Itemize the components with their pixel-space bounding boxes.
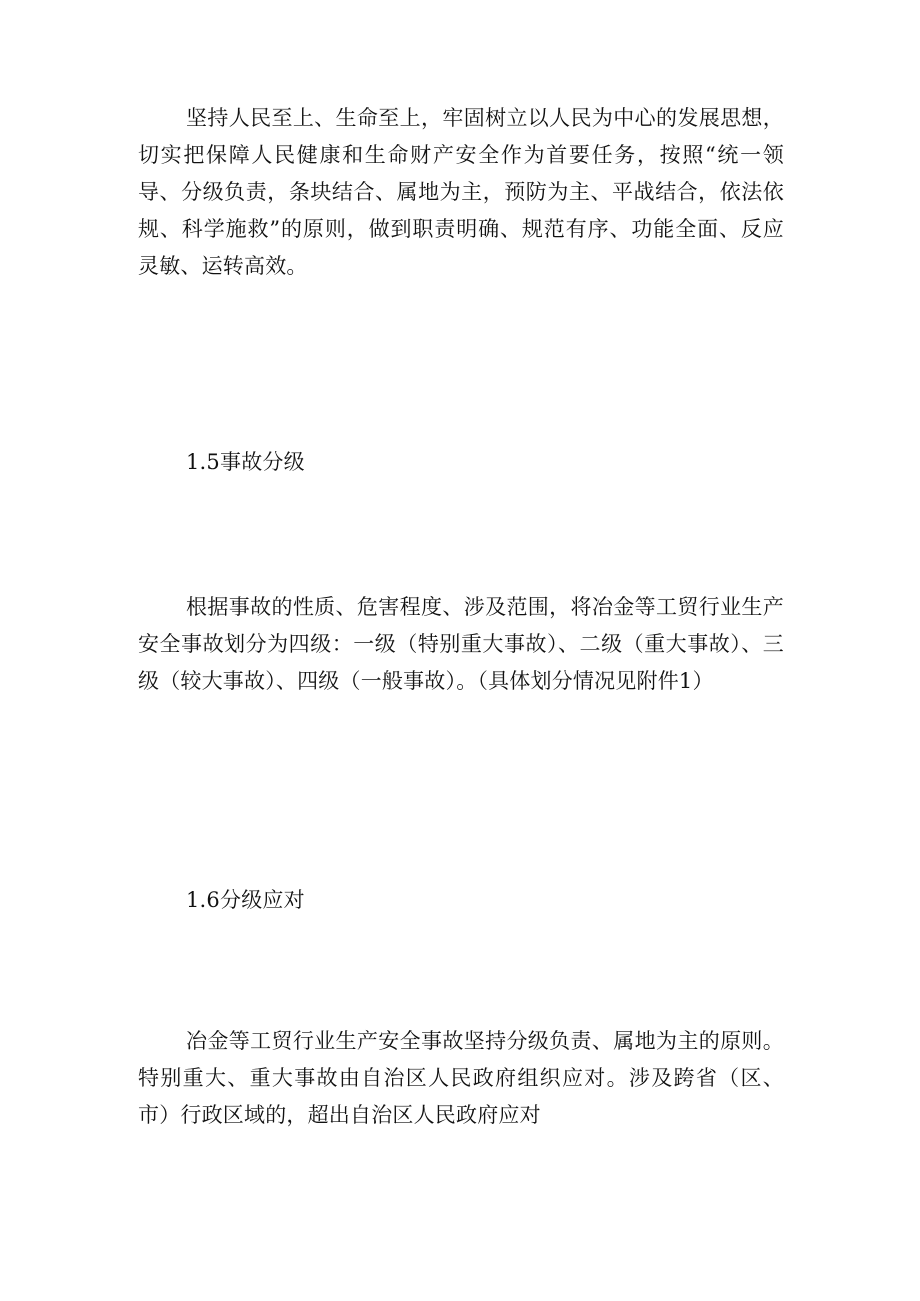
- paragraph-accident-classification: 根据事故的性质、危害程度、涉及范围，将冶金等工贸行业生产安全事故划分为四级：一级（特别重大事故）、二级（重大事故）、三级（较大事故）、四级（一般事故）。（具体划分情况见附件1）: [138, 595, 784, 693]
- section-heading-graded-response: 1.6分级应对: [186, 888, 305, 912]
- paragraph-principles: 坚持人民至上、生命至上，牢固树立以人民为中心的发展思想，切实把保障人民健康和生命财产安全作为首要任务，按照“统一领导、分级负责，条块结合、属地为主，预防为主、平战结合，依法依规、科学施救”的原则，做到职责明确、规范有序、功能全面、反应灵敏、运转高效。: [138, 106, 784, 278]
- section-heading-accident-classification: 1.5事故分级: [186, 450, 305, 474]
- paragraph-graded-response: 冶金等工贸行业生产安全事故坚持分级负责、属地为主的原则。特别重大、重大事故由自治区人民政府组织应对。涉及跨省（区、市）行政区域的，超出自治区人民政府应对: [138, 1029, 784, 1127]
